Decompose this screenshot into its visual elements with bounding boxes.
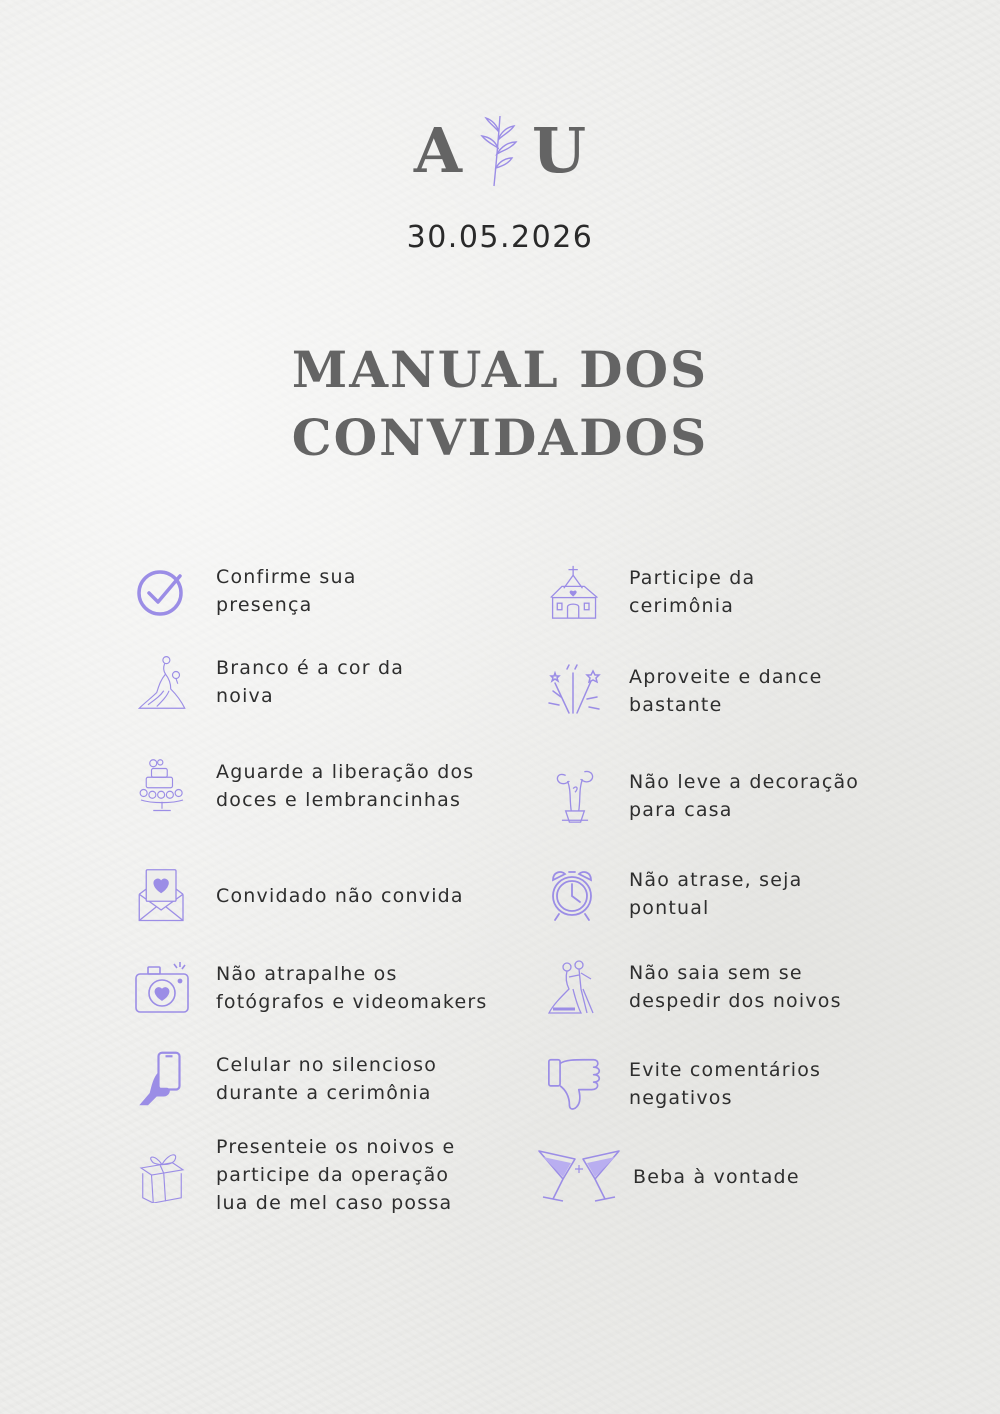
item-label: Não atrapalhe os fotógrafos e videomakers [216,963,488,1013]
leaf-sprig-icon [474,110,520,190]
camera-heart-icon [134,960,190,1016]
list-item [134,960,487,1016]
item-label: Presenteie os noivos e participe da operação lua de mel caso possa [216,1136,456,1214]
flower-vase-icon [547,768,603,824]
page-title-line-2: CONVIDADOS [291,408,709,467]
list-item [134,868,464,924]
item-label: Não atrase, seja pontual [629,869,803,919]
item-label: Convidado não convida [216,885,464,907]
list-item [134,563,357,619]
page-title-line-1: MANUAL DOS [291,340,709,399]
monogram [0,110,1000,190]
list-item [134,1133,455,1217]
item-label: Aproveite e dance bastante [629,666,823,716]
monogram-left-letter: A [413,113,463,187]
page-title [0,336,1000,472]
phone-hand-icon [134,1051,190,1107]
wedding-date: 30.05.2026 [406,220,594,255]
list-item [547,768,859,824]
champagne-toast-icon [537,1147,621,1207]
couple-dancing-icon [547,959,603,1015]
item-label: Participe da cerimônia [629,567,756,617]
list-item [134,758,474,814]
list-item [134,1051,437,1107]
list-item [547,663,822,719]
envelope-heart-icon [134,868,190,924]
check-circle-icon [134,563,190,619]
item-label: Não saia sem se despedir dos noivos [629,962,842,1012]
wedding-cake-icon [134,758,190,814]
item-label: Celular no silencioso durante a cerimônia [216,1054,438,1104]
bride-icon [134,654,190,710]
item-label: Aguarde a liberação dos doces e lembrancinhas [216,761,475,811]
fireworks-icon [547,663,603,719]
gift-icon [134,1147,190,1203]
item-label: Branco é a cor da noiva [216,657,405,707]
thumbs-down-icon [547,1056,603,1112]
list-item [134,654,404,710]
item-label: Não leve a decoração para casa [629,771,860,821]
alarm-clock-icon [547,866,603,922]
list-item [547,959,842,1015]
list-item [547,1056,821,1112]
list-item [537,1147,800,1207]
monogram-right-letter: U [532,113,587,187]
item-label: Confirme sua presença [216,566,357,616]
list-item [547,866,802,922]
church-icon [547,564,603,620]
item-label: Beba à vontade [633,1166,800,1188]
list-item [547,564,755,620]
item-label: Evite comentários negativos [629,1059,822,1109]
